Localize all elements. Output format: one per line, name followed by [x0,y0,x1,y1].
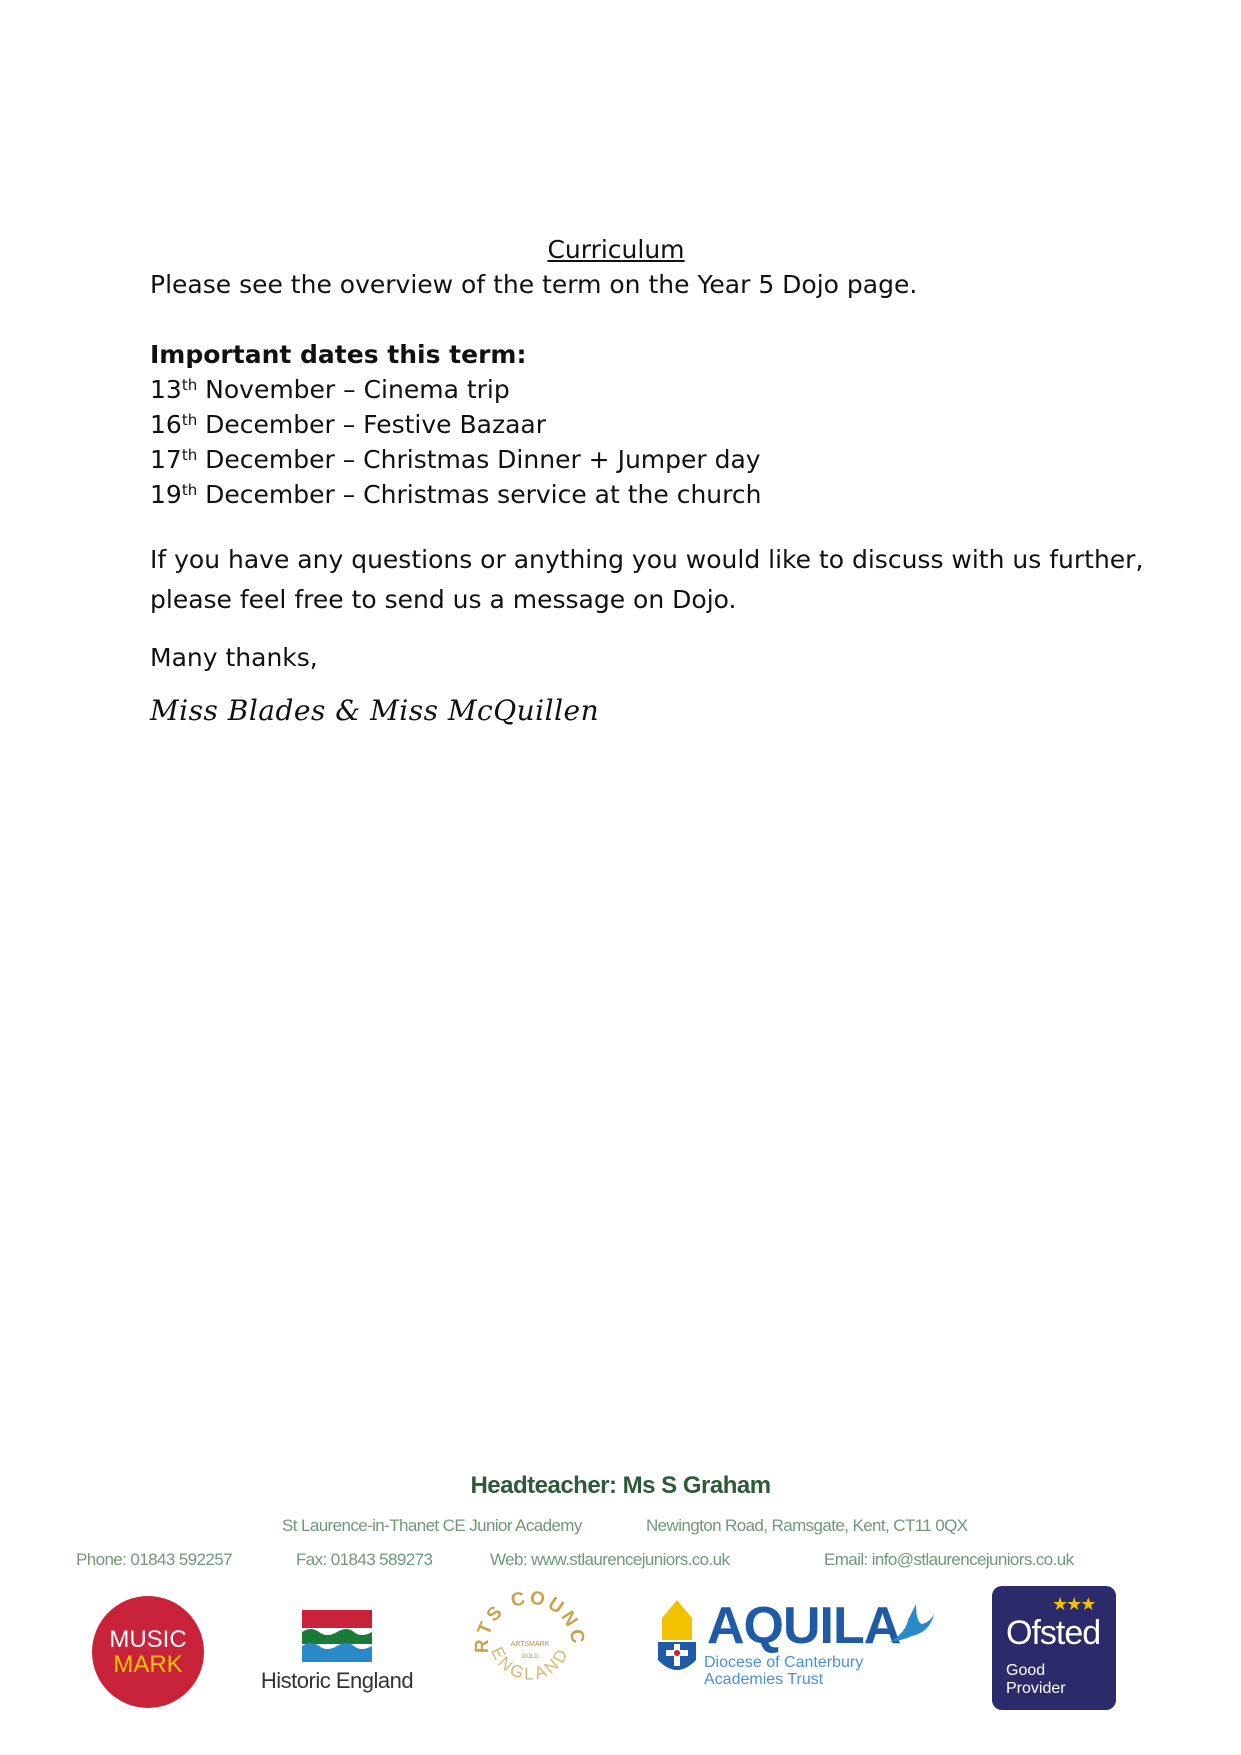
date-item: 16th December – Festive Bazaar [150,410,546,439]
school-address: Newington Road, Ramsgate, Kent, CT11 0QX [646,1516,968,1535]
svg-text:ARTS COUNCIL: RTS COUNC [471,1587,589,1654]
artsmark-seal-icon [470,1586,590,1706]
fax-number: Fax: 01843 589273 [296,1550,433,1569]
curriculum-heading: Curriculum [547,235,685,264]
aquila-trust-logo [652,1596,952,1696]
email: Email: info@stlaurencejuniors.co.uk [824,1550,1074,1569]
stars-icon: ★★★ [1052,1594,1095,1614]
signature: Miss Blades & Miss McQuillen [150,694,600,727]
historic-england-mark-icon [302,1610,372,1662]
historic-england-logo [252,1610,422,1694]
dates-heading: Important dates this term: [150,340,527,369]
aquila-title: AQUILA [707,1597,901,1655]
ofsted-logo [992,1586,1116,1710]
ofsted-title: Ofsted [1006,1614,1101,1652]
headteacher-line: Headteacher: Ms S Graham [470,1472,771,1499]
letterhead-footer [0,1460,1241,1740]
school-name: St Laurence-in-Thanet CE Junior Academy [282,1516,582,1535]
website: Web: www.stlaurencejuniors.co.uk [490,1550,730,1569]
questions-text: If you have any questions or anything you would like to discuss with us further, please feel free to send us a message on Dojo. [150,545,1144,614]
phone-number: Phone: 01843 592257 [76,1550,232,1569]
overview-text: Please see the overview of the term on the Year 5 Dojo page. [150,270,918,299]
closing-text: Many thanks, [150,643,318,672]
mitre-crest-icon [652,1600,702,1680]
letter-body [150,232,1190,728]
svg-text:ARTSMARK: ARTSMARK [510,1641,550,1648]
date-item: 17th December – Christmas Dinner + Jumper day [150,445,761,474]
svg-text:ENGLAND: ENGLAND [487,1643,573,1684]
eagle-icon [886,1602,936,1646]
arts-council-logo [470,1586,590,1706]
aquila-subtitle: Diocese of Canterbury Academies Trust [704,1654,864,1688]
svg-text:GOLD: GOLD [521,1654,539,1660]
ofsted-rating: Good Provider [1006,1662,1066,1697]
dates-list [150,372,1190,512]
date-item: 19th December – Christmas service at the church [150,480,762,509]
historic-england-text: Historic England [260,1668,414,1693]
music-mark-logo: MUSIC MARK [92,1596,204,1708]
date-item: 13th November – Cinema trip [150,375,510,404]
